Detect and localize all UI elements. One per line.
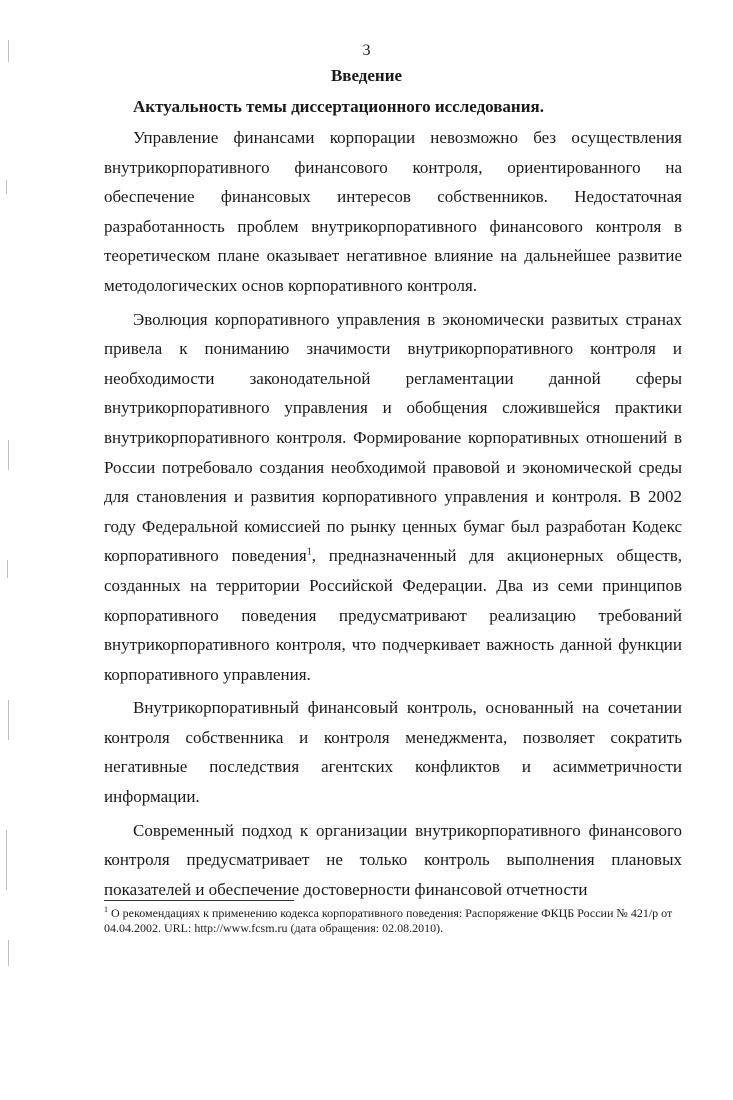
scan-artifact	[8, 940, 9, 966]
paragraph-2	[104, 305, 682, 690]
footnote-divider	[104, 900, 294, 901]
footnote-number: 1	[104, 905, 108, 914]
footnote-reference: 1	[306, 546, 312, 558]
footnote	[104, 906, 682, 936]
scan-artifact	[6, 830, 7, 890]
body-text	[104, 123, 682, 908]
footnote-text: О рекомендациях к применению кодекса корпоративного поведения: Распоряжение ФКЦБ России № 421/р от 04.04.2002. URL: http://www.fcsm.ru (дата обращения: 02.08.2010).	[104, 906, 673, 935]
scan-artifact	[7, 560, 8, 578]
section-heading: Введение	[330, 66, 403, 85]
paragraph-1: Управление финансами корпорации невозможно без осуществления внутрикорпоративного финансового контроля, ориентированного на обеспечение финансовых интересов собственников. Недостаточная разработанность проблем внутрикорпоративного финансового контроля в теоретическом плане оказывает негативное влияние на дальнейшее развитие методологических основ корпоративного контроля.	[104, 128, 682, 295]
paragraph-4: Современный подход к организации внутрикорпоративного финансового контроля предусматривает не только контроль выполнения плановых показателей и обеспечение достоверности финансовой отчетности	[104, 820, 682, 899]
paragraph-2-text-after: , предназначенный для акционерных обществ, созданных на территории Российской Федерации. Два из семи принципов корпоративного поведения предусматривают реализацию требований внутрикорпоративного контроля, что подчеркивает важность данной функции корпоративного управления.	[104, 546, 682, 684]
scan-artifact	[8, 440, 9, 470]
page-number: 3	[362, 42, 371, 59]
section-subheading: Актуальность темы диссертационного исследования.	[133, 97, 544, 116]
paragraph-2-text-before: Эволюция корпоративного управления в экономически развитых странах привела к пониманию значимости внутрикорпоративного контроля и необходимости законодательной регламентации данной сферы внутрикорпоративного управления и обобщения сложившейся практики внутрикорпоративного контроля. Формирование корпоративных отношений в России потребовало создания необходимой правовой и экономической среды для становления и развития корпоративного управления и контроля. В 2002 году Федеральной комиссией по рынку ценных бумаг был разработан Кодекс корпоративного поведения	[104, 309, 682, 566]
paragraph-3: Внутрикорпоративный финансовый контроль, основанный на сочетании контроля собственника и контроля менеджмента, позволяет сократить негативные последствия агентских конфликтов и асимметричности информации.	[104, 698, 682, 807]
scan-artifact	[6, 180, 7, 194]
scan-artifact	[8, 700, 9, 740]
